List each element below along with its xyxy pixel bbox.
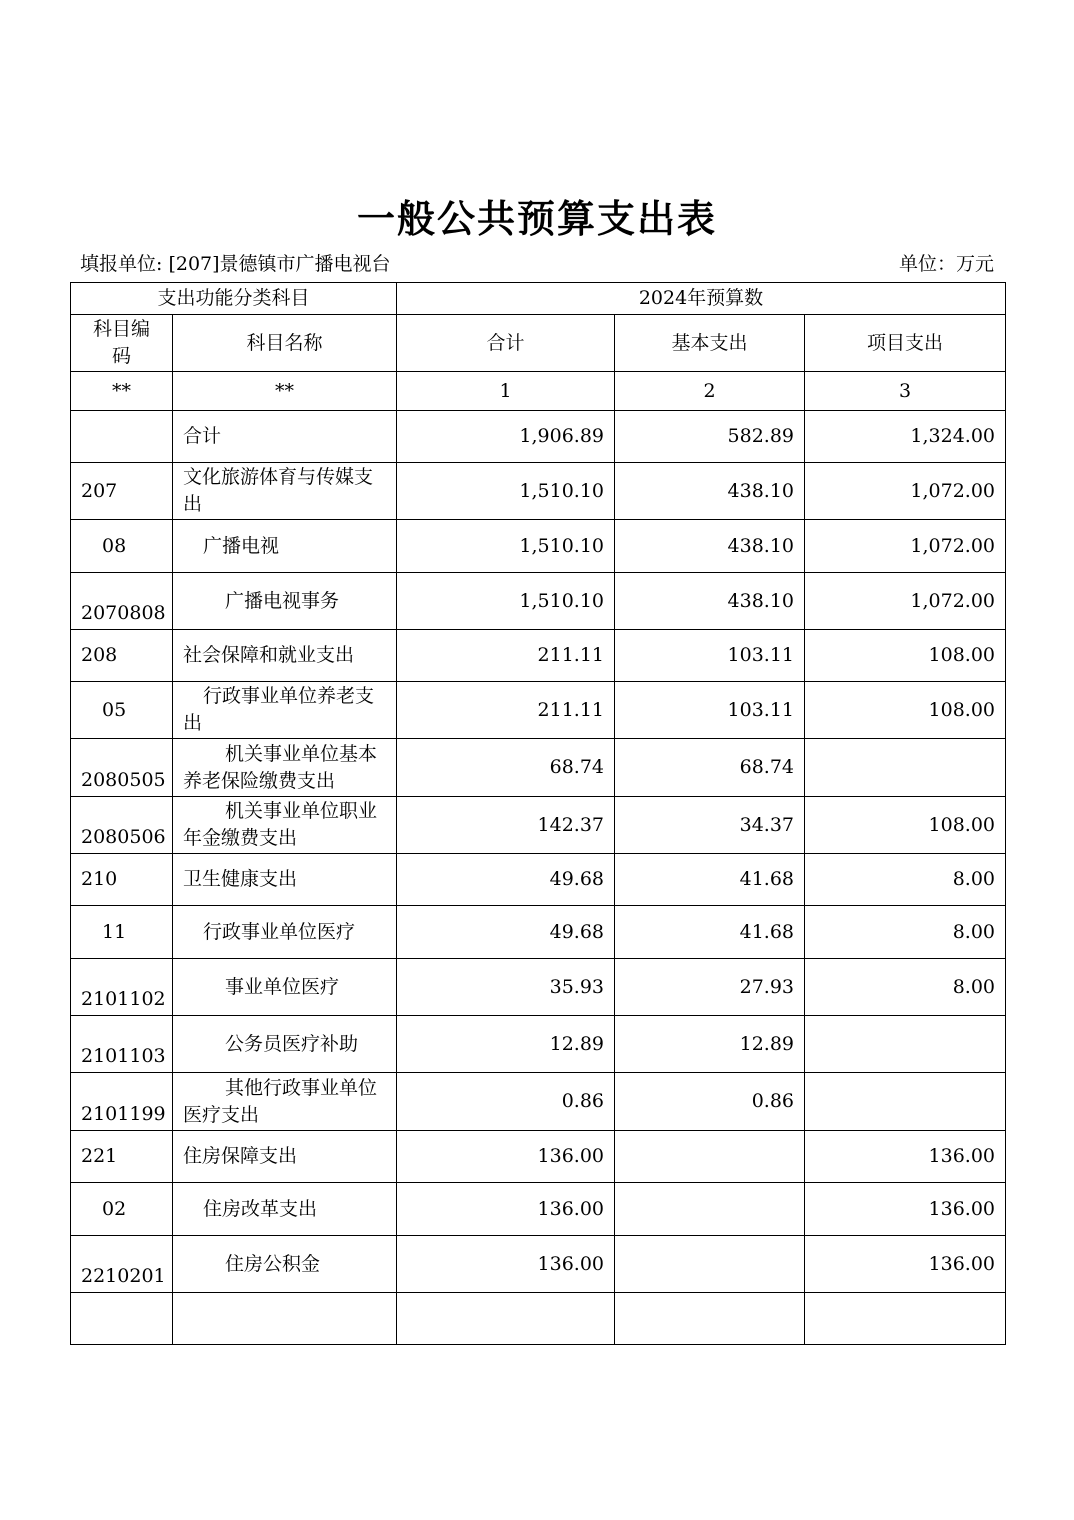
row-code — [71, 411, 173, 463]
row-project: 136.00 — [805, 1236, 1006, 1293]
index-project: 3 — [805, 372, 1006, 411]
empty-row — [71, 1293, 1006, 1345]
row-basic — [615, 1131, 805, 1183]
table-row — [71, 1183, 1006, 1236]
index-basic: 2 — [615, 372, 805, 411]
row-basic: 438.10 — [615, 520, 805, 573]
table-row — [71, 797, 1006, 854]
header-columns-row — [71, 315, 1006, 372]
currency-unit: 单位：万元 — [898, 253, 994, 275]
row-basic: 103.11 — [615, 630, 805, 682]
row-total: 68.74 — [397, 739, 615, 797]
table-row — [71, 739, 1006, 797]
row-name: 其他行政事业单位医疗支出 — [173, 1073, 397, 1131]
row-total: 136.00 — [397, 1183, 615, 1236]
row-total: 1,510.10 — [397, 573, 615, 630]
row-basic: 27.93 — [615, 959, 805, 1016]
table-row — [71, 463, 1006, 520]
row-code: 2210201 — [71, 1236, 173, 1293]
row-project — [805, 739, 1006, 797]
index-name: ** — [173, 372, 397, 411]
row-name: 事业单位医疗 — [173, 959, 397, 1016]
table-row — [71, 520, 1006, 573]
row-basic: 41.68 — [615, 854, 805, 906]
row-project: 108.00 — [805, 682, 1006, 739]
header-group-left: 支出功能分类科目 — [71, 283, 397, 315]
row-project: 1,324.00 — [805, 411, 1006, 463]
row-code: 11 — [71, 906, 173, 959]
row-total: 136.00 — [397, 1236, 615, 1293]
table-row — [71, 906, 1006, 959]
empty-cell — [805, 1293, 1006, 1345]
empty-cell — [397, 1293, 615, 1345]
row-code: 05 — [71, 682, 173, 739]
row-project: 136.00 — [805, 1183, 1006, 1236]
row-basic: 438.10 — [615, 463, 805, 520]
row-total: 35.93 — [397, 959, 615, 1016]
row-project: 108.00 — [805, 630, 1006, 682]
table-row — [71, 682, 1006, 739]
row-name: 合计 — [173, 411, 397, 463]
row-basic: 12.89 — [615, 1016, 805, 1073]
row-project: 1,072.00 — [805, 463, 1006, 520]
row-total: 49.68 — [397, 854, 615, 906]
row-total: 211.11 — [397, 682, 615, 739]
row-project: 108.00 — [805, 797, 1006, 854]
row-total: 1,510.10 — [397, 520, 615, 573]
row-name: 文化旅游体育与传媒支出 — [173, 463, 397, 520]
row-basic — [615, 1183, 805, 1236]
row-total: 211.11 — [397, 630, 615, 682]
row-basic — [615, 1236, 805, 1293]
row-code: 08 — [71, 520, 173, 573]
empty-cell — [173, 1293, 397, 1345]
row-name: 机关事业单位基本养老保险缴费支出 — [173, 739, 397, 797]
row-total: 142.37 — [397, 797, 615, 854]
row-code: 210 — [71, 854, 173, 906]
row-basic: 582.89 — [615, 411, 805, 463]
row-code: 02 — [71, 1183, 173, 1236]
row-name: 行政事业单位医疗 — [173, 906, 397, 959]
table-row — [71, 573, 1006, 630]
table-row — [71, 1073, 1006, 1131]
row-name: 卫生健康支出 — [173, 854, 397, 906]
row-code: 207 — [71, 463, 173, 520]
row-total: 1,510.10 — [397, 463, 615, 520]
row-project: 1,072.00 — [805, 520, 1006, 573]
row-name: 机关事业单位职业年金缴费支出 — [173, 797, 397, 854]
row-total: 12.89 — [397, 1016, 615, 1073]
header-group-right: 2024年预算数 — [397, 283, 1006, 315]
table-row — [71, 411, 1006, 463]
row-project: 8.00 — [805, 906, 1006, 959]
empty-cell — [71, 1293, 173, 1345]
table-row — [71, 1236, 1006, 1293]
index-total: 1 — [397, 372, 615, 411]
row-project — [805, 1073, 1006, 1131]
row-code: 208 — [71, 630, 173, 682]
row-total: 49.68 — [397, 906, 615, 959]
row-basic: 68.74 — [615, 739, 805, 797]
row-name: 行政事业单位养老支出 — [173, 682, 397, 739]
row-basic: 0.86 — [615, 1073, 805, 1131]
row-basic: 103.11 — [615, 682, 805, 739]
col-header-name: 科目名称 — [173, 315, 397, 372]
row-total: 0.86 — [397, 1073, 615, 1131]
row-project — [805, 1016, 1006, 1073]
reporting-unit: 填报单位: [207]景德镇市广播电视台 — [80, 253, 391, 275]
index-code: ** — [71, 372, 173, 411]
row-code: 2101102 — [71, 959, 173, 1016]
index-row — [71, 372, 1006, 411]
row-basic: 41.68 — [615, 906, 805, 959]
table-row — [71, 630, 1006, 682]
header-group-row — [71, 283, 1006, 315]
row-code: 2080506 — [71, 797, 173, 854]
col-header-total: 合计 — [397, 315, 615, 372]
table-row — [71, 854, 1006, 906]
row-project: 8.00 — [805, 854, 1006, 906]
row-basic: 438.10 — [615, 573, 805, 630]
budget-table — [70, 282, 1006, 1345]
row-name: 住房保障支出 — [173, 1131, 397, 1183]
row-code: 2101103 — [71, 1016, 173, 1073]
row-project: 8.00 — [805, 959, 1006, 1016]
row-total: 1,906.89 — [397, 411, 615, 463]
row-project: 1,072.00 — [805, 573, 1006, 630]
row-code: 2070808 — [71, 573, 173, 630]
table-row — [71, 1016, 1006, 1073]
row-name: 公务员医疗补助 — [173, 1016, 397, 1073]
row-name: 住房公积金 — [173, 1236, 397, 1293]
col-header-basic: 基本支出 — [615, 315, 805, 372]
row-basic: 34.37 — [615, 797, 805, 854]
row-name: 广播电视事务 — [173, 573, 397, 630]
empty-cell — [615, 1293, 805, 1345]
page-title: 一般公共预算支出表 — [356, 196, 717, 241]
row-code: 221 — [71, 1131, 173, 1183]
row-name: 住房改革支出 — [173, 1183, 397, 1236]
row-code: 2080505 — [71, 739, 173, 797]
table-row — [71, 959, 1006, 1016]
col-header-code: 科目编码 — [71, 315, 173, 372]
row-code: 2101199 — [71, 1073, 173, 1131]
table-row — [71, 1131, 1006, 1183]
row-name: 广播电视 — [173, 520, 397, 573]
row-project: 136.00 — [805, 1131, 1006, 1183]
row-name: 社会保障和就业支出 — [173, 630, 397, 682]
col-header-project: 项目支出 — [805, 315, 1006, 372]
row-total: 136.00 — [397, 1131, 615, 1183]
